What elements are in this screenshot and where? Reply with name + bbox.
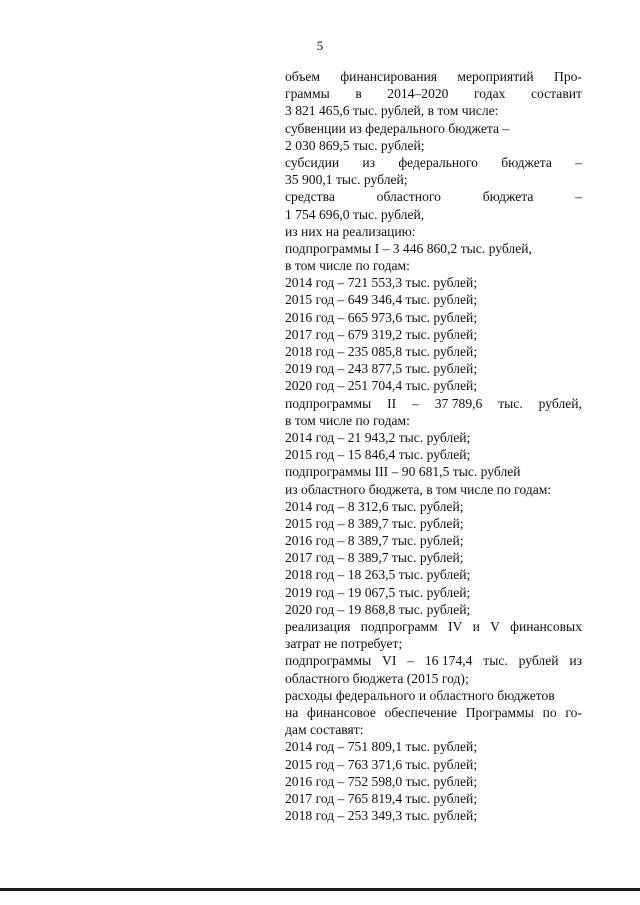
subsidies-word: из bbox=[362, 154, 376, 170]
subprogram-6-line-2: областного бюджета (2015 год); bbox=[285, 670, 469, 686]
subprogram-1-header: подпрограммы I – 3 446 860,2 тыс. рублей, bbox=[285, 240, 532, 256]
subprogram-6-word: тыс. bbox=[483, 653, 508, 669]
page-number: 5 bbox=[316, 38, 324, 53]
subsidies-word: – bbox=[575, 154, 582, 170]
subprogram-3-year-row: 2020 год – 19 868,8 тыс. рублей; bbox=[285, 601, 471, 617]
regional-word: областного bbox=[376, 189, 441, 205]
subprogram-4-5-word: финансовых bbox=[510, 619, 582, 634]
expenses-line-3: дам составят: bbox=[285, 722, 364, 738]
intro-word: Про- bbox=[554, 69, 582, 84]
subprogram-1-by-years: в том числе по годам: bbox=[285, 258, 410, 274]
subprogram-3-year-row: 2018 год – 18 263,5 тыс. рублей; bbox=[285, 567, 471, 583]
subprogram-2-by-years: в том числе по годам: bbox=[285, 412, 410, 428]
expenses-year-row: 2014 год – 751 809,1 тыс. рублей; bbox=[285, 739, 478, 755]
subprogram-2-word: II bbox=[387, 395, 397, 411]
subprogram-3-by-years: из областного бюджета, в том числе по годам: bbox=[285, 481, 552, 497]
subprogram-4-5-word: реализация bbox=[285, 619, 351, 634]
expenses-word: на bbox=[285, 704, 299, 720]
intro-word: годах bbox=[474, 86, 506, 102]
subsidies-word: федерального bbox=[398, 154, 478, 170]
regional-funds-value: 1 754 696,0 тыс. рублей, bbox=[285, 206, 425, 222]
subprogram-3-year-row: 2016 год – 8 389,7 тыс. рублей; bbox=[285, 533, 464, 549]
subprogram-1-year-row: 2015 год – 649 346,4 тыс. рублей; bbox=[285, 292, 478, 308]
subprogram-1-year-row: 2020 год – 251 704,4 тыс. рублей; bbox=[285, 378, 478, 394]
subprogram-2-word: рублей, bbox=[538, 395, 582, 411]
expenses-word: финансовое bbox=[307, 704, 376, 720]
intro-word: финансирования bbox=[340, 69, 438, 84]
intro-word: мероприятий bbox=[457, 69, 534, 84]
subprogram-2-word: тыс. bbox=[498, 395, 523, 411]
subsidies-word: субсидии bbox=[285, 154, 340, 170]
intro-line-1 bbox=[285, 68, 582, 85]
subprogram-2-word: 37 789,6 bbox=[434, 395, 483, 411]
subprogram-2-header bbox=[285, 395, 582, 412]
federal-subventions-label: субвенции из федерального бюджета – bbox=[285, 120, 510, 136]
expenses-year-row: 2017 год – 765 819,4 тыс. рублей; bbox=[285, 790, 478, 806]
expenses-line-2 bbox=[285, 704, 582, 721]
expenses-word: по bbox=[542, 704, 557, 720]
subprogram-1-year-row: 2018 год – 235 085,8 тыс. рублей; bbox=[285, 344, 478, 359]
intro-word: объем bbox=[285, 69, 321, 84]
bottom-rule bbox=[0, 888, 640, 891]
subprogram-3-year-row: 2017 год – 8 389,7 тыс. рублей; bbox=[285, 550, 464, 566]
subprogram-4-5-line-1 bbox=[285, 618, 582, 635]
subprogram-4-5-word: V bbox=[490, 619, 500, 634]
of-which-line: из них на реализацию: bbox=[285, 223, 416, 239]
subprogram-6-word: подпрограммы bbox=[285, 653, 372, 669]
subprogram-2-year-row: 2015 год – 15 846,4 тыс. рублей; bbox=[285, 447, 471, 463]
federal-subsidies-label bbox=[285, 154, 582, 171]
subprogram-6-word: – bbox=[407, 653, 415, 669]
subprogram-4-5-word: IV bbox=[447, 619, 463, 634]
regional-word: – bbox=[575, 189, 582, 205]
intro-word: составит bbox=[530, 86, 582, 102]
subprogram-1-year-row: 2019 год – 243 877,5 тыс. рублей; bbox=[285, 361, 478, 377]
regional-word: средства bbox=[285, 189, 335, 205]
subprogram-3-header: подпрограммы III – 90 681,5 тыс. рублей bbox=[285, 464, 521, 480]
federal-subsidies-value: 35 900,1 тыс. рублей; bbox=[285, 172, 408, 188]
document-body bbox=[285, 68, 582, 824]
subprogram-6-word: VI bbox=[382, 653, 397, 669]
intro-line-3: 3 821 465,6 тыс. рублей, в том числе: bbox=[285, 103, 499, 119]
regional-word: бюджета bbox=[482, 189, 534, 205]
subprogram-2-year-row: 2014 год – 21 943,2 тыс. рублей; bbox=[285, 429, 471, 445]
expenses-year-row: 2016 год – 752 598,0 тыс. рублей; bbox=[285, 773, 478, 789]
intro-word: граммы bbox=[285, 86, 330, 102]
subsidies-word: бюджета bbox=[501, 154, 552, 170]
subprogram-6-word: из bbox=[569, 653, 582, 669]
subprogram-3-year-row: 2019 год – 19 067,5 тыс. рублей; bbox=[285, 584, 471, 600]
subprogram-1-year-row: 2014 год – 721 553,3 тыс. рублей; bbox=[285, 275, 478, 291]
subprogram-2-word: подпрограммы bbox=[285, 395, 372, 411]
subprogram-1-year-row: 2017 год – 679 319,2 тыс. рублей; bbox=[285, 326, 478, 342]
expenses-line-1: расходы федерального и областного бюджетов bbox=[285, 687, 555, 703]
intro-line-2 bbox=[285, 85, 582, 102]
expenses-word: Программы bbox=[465, 704, 534, 720]
subprogram-3-year-row: 2015 год – 8 389,7 тыс. рублей; bbox=[285, 515, 464, 531]
regional-funds-label bbox=[285, 188, 582, 205]
subprogram-4-5-line-2: затрат не потребует; bbox=[285, 636, 403, 652]
subprogram-2-word: – bbox=[412, 395, 419, 411]
subprogram-4-5-word: подпрограмм bbox=[360, 619, 438, 634]
subprogram-6-word: 16 174,4 bbox=[424, 653, 473, 669]
expenses-word: обеспечение bbox=[384, 704, 457, 720]
subprogram-1-year-row: 2016 год – 665 973,6 тыс. рублей; bbox=[285, 309, 478, 325]
expenses-word: го- bbox=[565, 704, 582, 720]
subprogram-6-word: рублей bbox=[518, 653, 559, 669]
expenses-year-row: 2015 год – 763 371,6 тыс. рублей; bbox=[285, 756, 478, 772]
intro-word: 2014–2020 bbox=[387, 86, 449, 102]
federal-subventions-value: 2 030 869,5 тыс. рублей; bbox=[285, 137, 425, 153]
subprogram-3-year-row: 2014 год – 8 312,6 тыс. рублей; bbox=[285, 498, 464, 514]
subprogram-6-line-1 bbox=[285, 652, 582, 669]
subprogram-4-5-word: и bbox=[472, 619, 480, 634]
expenses-year-row: 2018 год – 253 349,3 тыс. рублей; bbox=[285, 808, 478, 824]
intro-word: в bbox=[355, 86, 362, 102]
